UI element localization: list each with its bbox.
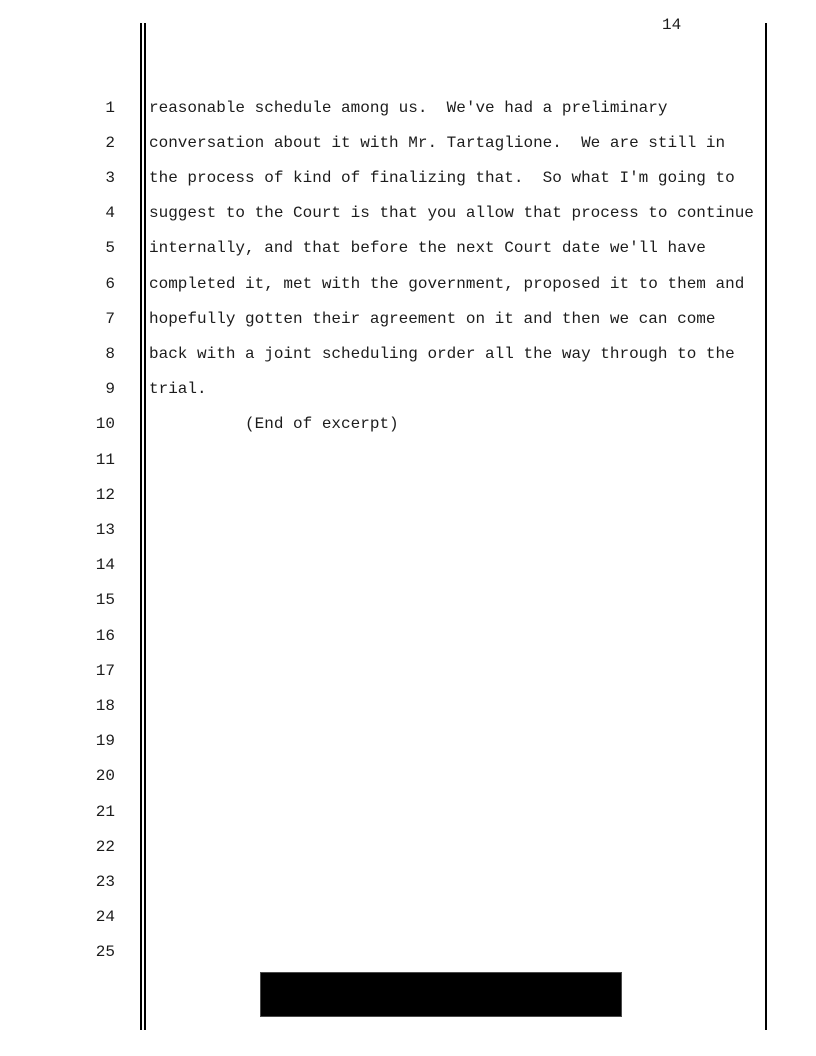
line-number: 2: [105, 133, 115, 152]
transcript-line: [0, 416, 816, 434]
line-text: hopefully gotten their agreement on it and then we can come: [149, 309, 716, 328]
transcript-line: [0, 557, 816, 575]
line-number: 1: [105, 98, 115, 117]
line-number: 11: [95, 450, 115, 469]
line-number: 14: [95, 556, 115, 575]
transcript-line: [0, 909, 816, 927]
transcript-line: [0, 733, 816, 751]
line-number: 3: [105, 168, 115, 187]
line-text: suggest to the Court is that you allow that process to continue: [149, 204, 754, 223]
transcript-line: [0, 135, 816, 153]
transcript-line: [0, 276, 816, 294]
page-number: 14: [662, 16, 682, 34]
transcript-line: [0, 839, 816, 857]
line-number: 22: [95, 837, 115, 856]
transcript-line: [0, 311, 816, 329]
transcript-line: [0, 663, 816, 681]
line-text: back with a joint scheduling order all the way through to the: [149, 344, 735, 363]
line-text: (End of excerpt): [149, 415, 399, 434]
transcript-line: [0, 522, 816, 540]
line-number: 5: [105, 239, 115, 258]
line-number: 21: [95, 802, 115, 821]
line-number: 25: [95, 943, 115, 962]
transcript-line: [0, 452, 816, 470]
line-number: 18: [95, 696, 115, 715]
line-text: trial.: [149, 380, 207, 399]
line-number: 13: [95, 520, 115, 539]
transcript-line: [0, 381, 816, 399]
transcript-line: [0, 944, 816, 962]
transcript-line: [0, 487, 816, 505]
line-number: 15: [95, 591, 115, 610]
line-text: the process of kind of finalizing that. So what I'm going to: [149, 168, 735, 187]
line-number: 12: [95, 485, 115, 504]
line-number: 7: [105, 309, 115, 328]
line-number: 16: [95, 626, 115, 645]
transcript-line: [0, 698, 816, 716]
transcript-line: [0, 804, 816, 822]
transcript-line: [0, 768, 816, 786]
line-number: 4: [105, 204, 115, 223]
line-number: 9: [105, 380, 115, 399]
transcript-line: [0, 874, 816, 892]
line-number: 17: [95, 661, 115, 680]
transcript-line: [0, 346, 816, 364]
line-text: conversation about it with Mr. Tartaglione. We are still in: [149, 133, 726, 152]
transcript-line: [0, 170, 816, 188]
line-text: completed it, met with the government, proposed it to them and: [149, 274, 745, 293]
transcript-line: [0, 240, 816, 258]
line-number: 6: [105, 274, 115, 293]
line-number: 20: [95, 767, 115, 786]
transcript-line: [0, 592, 816, 610]
line-number: 23: [95, 872, 115, 891]
line-text: reasonable schedule among us. We've had a preliminary: [149, 98, 668, 117]
transcript-line: [0, 205, 816, 223]
line-number: 24: [95, 908, 115, 927]
line-number: 19: [95, 732, 115, 751]
transcript-line: [0, 100, 816, 118]
transcript-line: [0, 628, 816, 646]
line-number: 8: [105, 344, 115, 363]
redaction-bar: [260, 972, 622, 1017]
line-text: internally, and that before the next Court date we'll have: [149, 239, 706, 258]
line-number: 10: [95, 415, 115, 434]
